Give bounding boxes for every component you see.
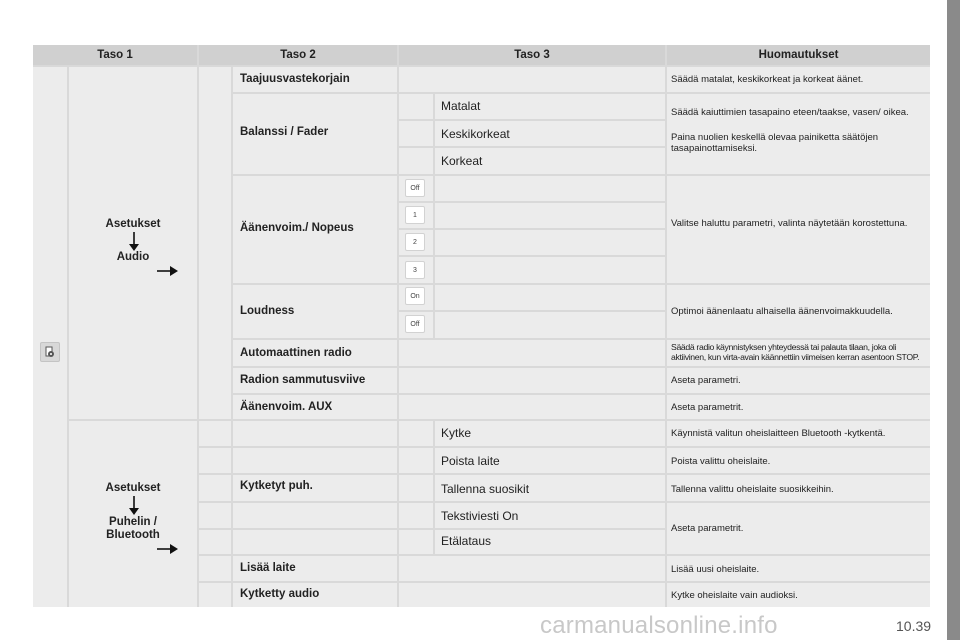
aux-note-cell [667,395,930,419]
header-taso-3: Taso 3 [399,45,665,65]
kytketty-label: Kytketty audio [240,588,320,600]
lisaa-label: Lisää laite [240,562,296,574]
arrow-down-icon [128,232,140,252]
phone-l3s-1 [399,421,433,446]
aanenvoim-chip-cell-3 [399,257,433,283]
aanenvoim-note-cell [667,176,930,283]
arrow-right-icon [157,543,179,555]
option-on-chip[interactable]: On [405,287,425,305]
lisaa-note-cell [667,556,930,581]
balanssi-note-1: Säädä kaiuttimien tasapaino eteen/taakse, vasen/ oikea. [671,107,909,118]
phone-l2-5 [233,530,397,554]
etalataus-cell [435,530,665,554]
spacer-audio [199,67,231,419]
taajuus-empty [399,67,665,92]
sammutus-note: Aseta parametri. [671,375,741,386]
phone-l3s-5 [399,530,433,554]
balanssi-opt2-cell [435,121,665,146]
settings-icon [40,342,60,362]
option-tekstiviesti-on: Tekstiviesti On [441,509,519,523]
balanssi-option-korkeat: Korkeat [441,154,483,168]
aanenvoim-chip-cell-1 [399,203,433,228]
balanssi-label: Balanssi / Fader [240,126,329,138]
kytke-cell [435,421,665,446]
phone-l3s-2 [399,448,433,473]
aux-label: Äänenvoim. AUX [240,401,333,413]
sammutus-label-cell [233,368,397,393]
page-number: 10.39 [896,618,932,634]
loudness-label: Loudness [240,305,295,317]
settings-table [33,45,930,607]
phone-spacer-7 [199,583,231,607]
kytketty-empty [399,583,665,607]
phone-l2-4 [233,503,397,528]
kytketty-note: Kytke oheislaite vain audioksi. [671,590,798,601]
balanssi-opt1-spacer [399,94,433,119]
tekstiviesti-note-cell [667,503,930,554]
tallenna-note-cell [667,475,930,501]
phone-spacer-1 [199,421,231,446]
poista-cell [435,448,665,473]
option-off-chip[interactable]: Off [405,315,425,333]
aux-note: Aseta parametrit. [671,402,744,413]
balanssi-opt3-spacer [399,148,433,174]
level1-phone [69,421,197,607]
option-etalataus: Etälataus [441,534,492,548]
phone-l3s-3 [399,475,433,501]
level1-audio-line2: Audio [116,251,150,263]
aanenvoim-chip-cell-off [399,176,433,201]
level1-phone-line2: Puhelin / [109,516,157,528]
page-edge-bar [947,0,960,640]
kytketyt-label: Kytketyt puh. [240,480,313,492]
phone-spacer-6 [199,556,231,581]
sammutus-note-cell [667,368,930,393]
tallenna-note: Tallenna valittu oheislaite suosikkeihin. [671,484,834,495]
aux-label-cell [233,395,397,419]
lisaa-label-cell [233,556,397,581]
balanssi-note-cell [667,94,930,174]
kytke-note: Käynnistä valitun oheislaitteen Bluetooth -kytkentä. [671,428,886,439]
tekstiviesti-cell [435,503,665,528]
taajuus-label-cell [233,67,397,92]
loudness-note-cell [667,285,930,338]
automaattinen-label-cell [233,340,397,366]
aanenvoim-empty-1 [435,176,665,201]
kytketyt-label-cell [233,475,397,501]
header-taso-1: Taso 1 [33,45,197,65]
option-1-chip[interactable]: 1 [405,206,425,224]
tekstiviesti-note: Aseta parametrit. [671,523,744,534]
phone-spacer-5 [199,530,231,554]
option-poista-laite: Poista laite [441,454,500,468]
level1-phone-line1: Asetukset [105,482,161,494]
aux-empty [399,395,665,419]
balanssi-option-matalat: Matalat [441,99,481,113]
kytketty-note-cell [667,583,930,607]
loudness-label-cell [233,285,397,338]
poista-note: Poista valittu oheislaite. [671,456,771,467]
sammutus-empty [399,368,665,393]
balanssi-option-keskikorkeat: Keskikorkeat [441,127,510,141]
option-3-chip[interactable]: 3 [405,261,425,279]
balanssi-note-2: Paina nuolien keskellä olevaa painiketta säätöjen tasapainottamiseksi. [671,132,879,154]
option-tallenna-suosikit: Tallenna suosikit [441,482,530,496]
taajuus-note-cell [667,67,930,92]
aanenvoim-empty-3 [435,230,665,255]
phone-l2-2 [233,448,397,473]
kytketty-label-cell [233,583,397,607]
automaattinen-empty [399,340,665,366]
automaattinen-note-cell [667,340,930,366]
loudness-chip-cell-on [399,285,433,310]
lisaa-empty [399,556,665,581]
level1-audio [69,67,197,419]
taajuus-label: Taajuusvastekorjain [240,73,350,85]
balanssi-opt3-cell [435,148,665,174]
loudness-empty-2 [435,312,665,338]
poista-note-cell [667,448,930,473]
option-kytke: Kytke [441,426,472,440]
phone-l3s-4 [399,503,433,528]
arrow-right-icon [157,265,179,277]
aanenvoim-chip-cell-2 [399,230,433,255]
phone-spacer-3 [199,475,231,501]
aanenvoim-note: Valitse haluttu parametri, valinta näytetään korostettuna. [671,218,908,229]
tallenna-cell [435,475,665,501]
icon-column [33,67,67,607]
aanenvoim-label: Äänenvoim./ Nopeus [240,222,354,234]
loudness-empty-1 [435,285,665,310]
balanssi-opt1-cell [435,94,665,119]
option-2-chip[interactable]: 2 [405,233,425,251]
automaattinen-note: Säädä radio käynnistyksen yhteydessä tai palauta tilaan, joka oli aktiivinen, kun virta-avain käännettiin viimeisen kerran asentoon STOP. [671,342,920,362]
header-taso-2: Taso 2 [199,45,397,65]
loudness-chip-cell-off [399,312,433,338]
sammutus-label: Radion sammutusviive [240,374,366,386]
taajuus-note: Säädä matalat, keskikorkeat ja korkeat äänet. [671,74,864,85]
header-huomautukset: Huomautukset [667,45,930,65]
automaattinen-label: Automaattinen radio [240,347,352,359]
aanenvoim-empty-4 [435,257,665,283]
balanssi-opt2-spacer [399,121,433,146]
kytke-note-cell [667,421,930,446]
option-off-chip[interactable]: Off [405,179,425,197]
arrow-down-icon [128,496,140,516]
aanenvoim-empty-2 [435,203,665,228]
level1-phone-line3: Bluetooth [106,529,160,541]
aanenvoim-label-cell [233,176,397,283]
phone-spacer-4 [199,503,231,528]
level1-audio-line1: Asetukset [105,218,161,230]
phone-spacer-2 [199,448,231,473]
loudness-note: Optimoi äänenlaatu alhaisella äänenvoimakkuudella. [671,306,893,317]
watermark: carmanualsonline.info [540,612,778,639]
phone-l2-1 [233,421,397,446]
balanssi-label-cell [233,94,397,174]
lisaa-note: Lisää uusi oheislaite. [671,564,760,575]
